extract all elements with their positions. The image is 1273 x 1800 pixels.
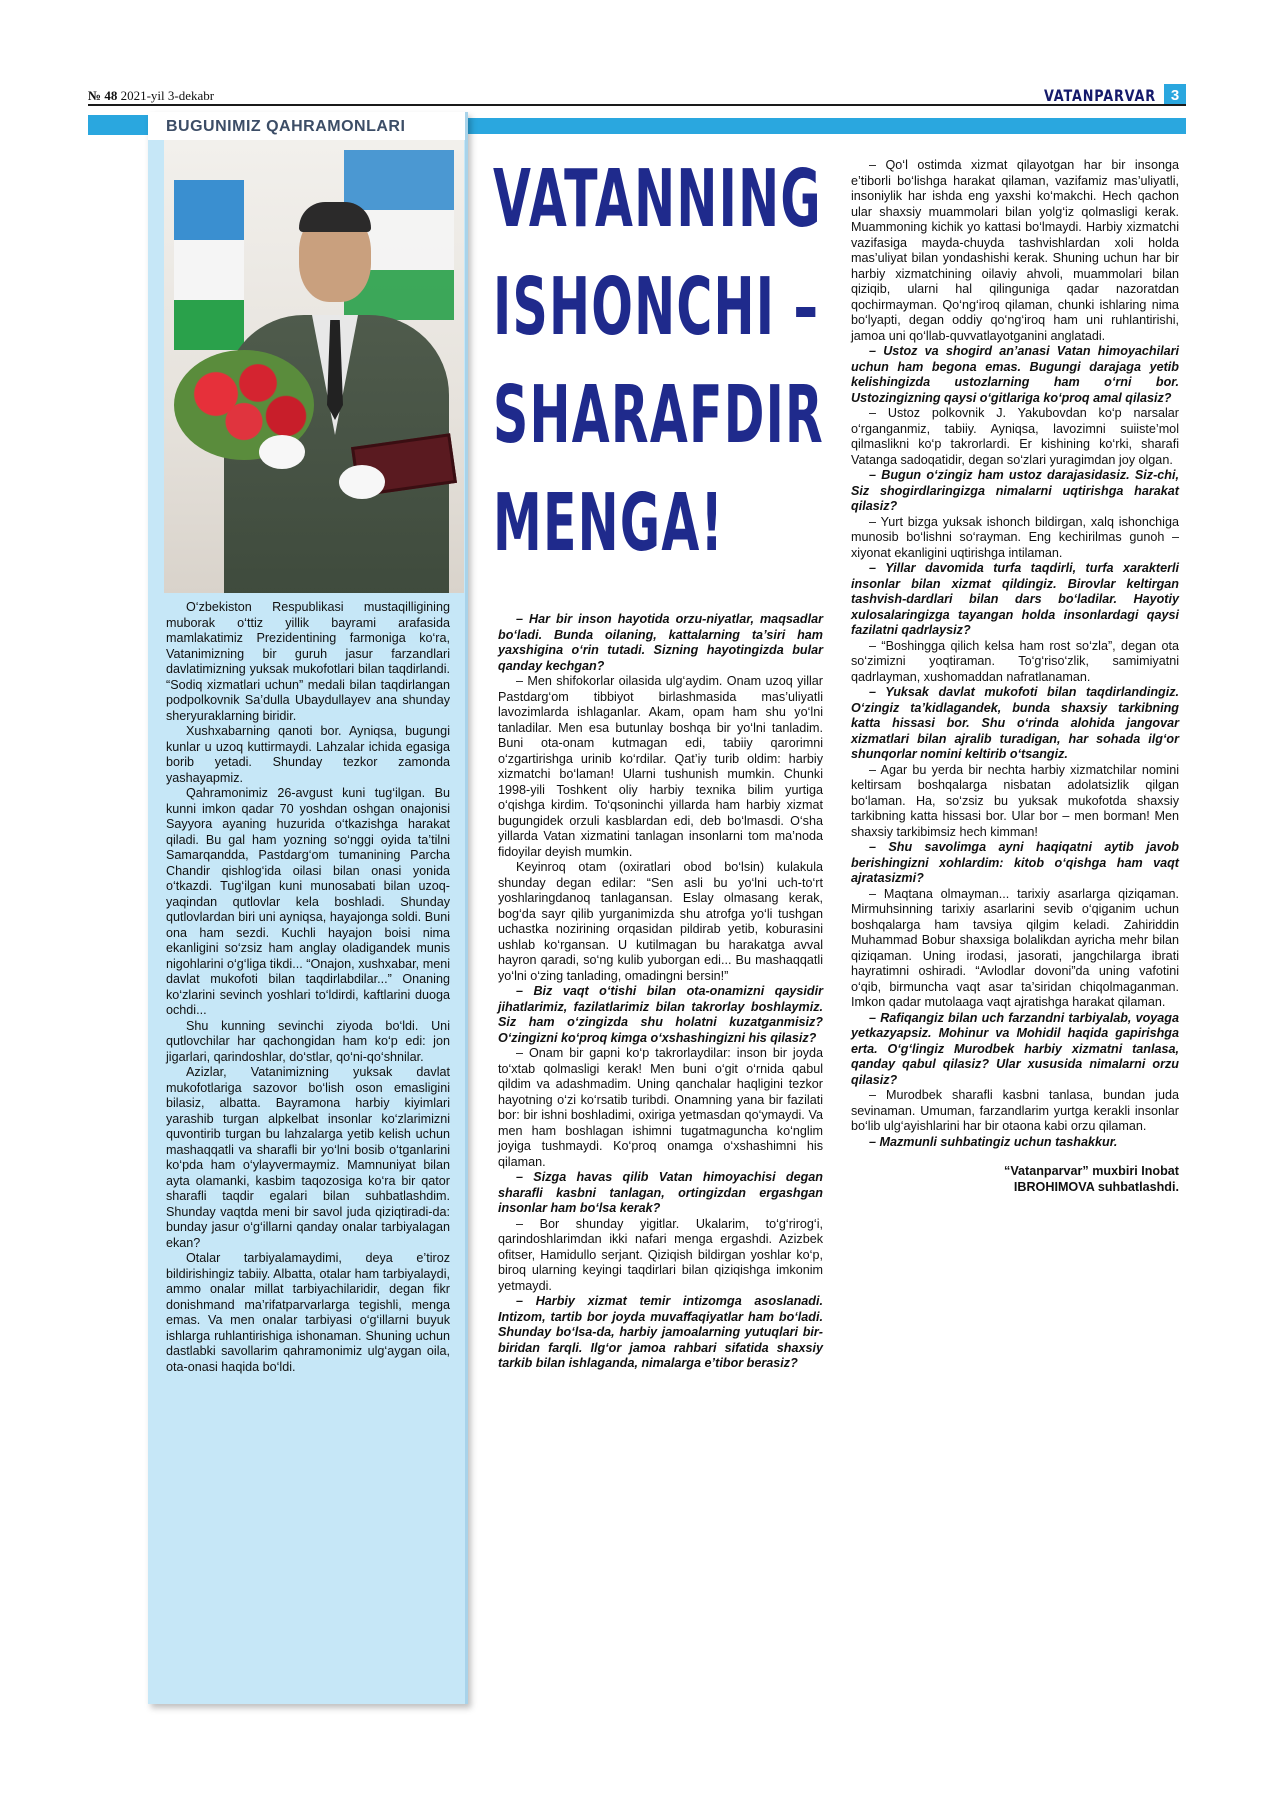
signature-line: IBROHIMOVA suhbatlashdi.	[1013, 1179, 1179, 1194]
sidebar-text	[166, 600, 450, 1375]
interview-answer: – Yurt bizga yuksak ishonch bildirgan, xalq ishonchiga munosib bo‘lishni so‘rayman. Eng kechirilmas gunoh – xiyonat ekanligini uqtirishga intilaman.	[851, 514, 1179, 560]
author-signature	[851, 1164, 1179, 1195]
interview-answer: – Onam bir gapni ko‘p takrorlaydilar: inson bir joyda to‘xtab qolmasligi kerak! Men buni o‘git o‘rnida qabul qildim va adashmadim. Uning qanchalar haqligini tezkor hayotning o‘zi ko‘rsatib turibdi. Onamning yana bir fazilati bor: bir ishni boshladimi, oxiriga yetmasdan qo‘ymaydi. Va men ham boshlagan ishimni tugatmaguncha ko‘nglim joyiga tushmaydi. Ko‘proq onamga o‘xshashimni his qilaman.	[498, 1046, 823, 1169]
interview-answer: – Ustoz polkovnik J. Yakubovdan ko‘p narsalar o‘rganganmiz, tabiiy. Ayniqsa, lavozimni suiiste’mol qilmaslikni ko‘p takrorlardi. Er kishining ko‘rki, sharafi Vatanga sadoqatidir, degan so‘zlari yuragimdan joy olgan.	[851, 406, 1179, 467]
issue-number: № 48	[88, 88, 118, 103]
glove-left	[259, 435, 305, 469]
interview-question: – Rafiqangiz bilan uch farzandni tarbiyalab, voyaga yetkazyapsiz. Mohinur va Mohidil haqida gapirishga erta. O‘g‘lingiz Murodbek harbiy xizmatni tanlasa, qanday qabul qilasiz? Ular xususida nimalarni orzu qilasiz?	[851, 1010, 1179, 1087]
sidebar-paragraph: Azizlar, Vatanimizning yuksak davlat mukofotlariga sazovor bo‘lish oson emasligini bilasiz, albatta. Bayramona harbiy kiyimlari yarashib turgan alpkelbat insonlar ko‘zlarimizni quvontirib turgan bu lahzalarga yetib kelish uchun mashaqqatli va sharafli bir yo‘lni bosib o‘tganlarini ko‘pda ham o‘ylayvermaymiz. Mamnuniyat bilan ayta olamanki, kasbim taqozosiga ko‘ra bir qator sharafli taqdir egalari bilan suhbatlashdim. Shunday vaqtda meni bir savol juda qiziqtiradi-da: bunday jasur o‘g‘illarni qanday onalar tarbiyalagan ekan?	[166, 1065, 450, 1250]
masthead	[1016, 84, 1186, 106]
interview-answer: – Maqtana olmayman... tarixiy asarlarga qiziqaman. Mirmuhsinning tarixiy asarlarini sevib o‘qiganim uchun boshqalarga ham tavsiya qilgim keladi. Zahiriddin Muhammad Bobur shaxsiga bolalikdan ayricha mehr bilan qiziqaman. Uning irodasi, jasorati, jangchilarga ibrati hayratimni oshiradi. “Avlodlar dovoni”da uning vafotini o‘qib, birmuncha vaqt asar ta’siridan chiqolmaganman. Imkon qadar mutolaaga vaqt ajratishga harakat qilaman.	[851, 886, 1179, 1009]
accent-bar-left	[88, 115, 148, 135]
interview-question: – Biz vaqt o‘tishi bilan ota-onamizni qaysidir jihatlarimiz, fazilatlarimiz bilan takrorlay boshlaymiz. Siz ham o‘zingizda shu holatni kuzatganmisiz? O‘zingizni ko‘proq kimga o‘xshashingizni his qilasiz?	[498, 984, 823, 1045]
accent-bar-right	[468, 118, 1186, 134]
interview-question: – Bugun o‘zingiz ham ustoz darajasidasiz. Siz-chi, Siz shogirdlaringizga nimalarni uqtirishga harakat qilasiz?	[851, 468, 1179, 513]
issue-info	[88, 88, 214, 104]
headline-line: SHARAFDIR	[493, 369, 825, 461]
interview-question: – Mazmunli suhbatingiz uchun tashakkur.	[869, 1134, 1118, 1149]
glove-right	[339, 465, 385, 499]
sidebar-paragraph: O‘zbekiston Respublikasi mustaqilligining muborak o‘ttiz yillik bayrami arafasida mamlakatimiz Prezidentining farmoniga ko‘ra, Vatanimizning bir guruh jasur farzandlari davlatimizning yuksak mukofotlari bilan taqdirlandi. “Sodiq xizmatlari uchun” medali bilan taqdirlangan podpolkovnik Sa’dulla Ubaydullayev ana shunday sheryuraklarning biridir.	[166, 600, 450, 723]
interview-question: – Har bir inson hayotida orzu-niyatlar, maqsadlar bo‘ladi. Bunda oilaning, kattalarning ta’siri ham yaxshigina o‘rin tutadi. Sizning hayotingizda bular qanday kechgan?	[498, 612, 823, 673]
interview-answer: – Men shifokorlar oilasida ulg‘aydim. Onam uzoq yillar Pastdarg‘om tibbiyot birlashmasida mas’uliyatli lavozimlarda ishlaganlar. Akam, opam ham shu yo‘lni tanladilar. Men esa butunlay boshqa bir yo‘lni tanladim. Buni ota-onam kutmagan edi, tabiiy qarorimni o‘zgartirishga urinib ko‘rdilar. Qat’iy turib oldim: harbiy xizmatchi bo‘laman! Ularni tushunish mumkin. Chunki 1998-yili Toshkent oliy harbiy texnika bilim yurtiga o‘qishga kirdim. To‘qsoninchi yillarda ham harbiy xizmat bugungidek orzuli kasblardan edi, deb bo‘lmasdi. O‘sha yillarda Vatan xizmatini tanlagan insonlarni tom ma’noda fidoyilar deyish mumkin.	[498, 674, 823, 859]
interview-question: – Shu savolimga ayni haqiqatni aytib javob berishingizni xohlardim: kitob o‘qishga ham vaqt ajratasizmi?	[851, 840, 1179, 885]
interview-answer: – Agar bu yerda bir nechta harbiy xizmatchilar nomini keltirsam boshqalarga nisbatan adolatsizlik qilgan bo‘laman. Ha, so‘zsiz bu yuksak mukofotda shaxsiy tarkibning katta hissasi bor. Ular bor – men borman! Men shaxsiy tarkibimsiz hech kimman!	[851, 762, 1179, 839]
portrait-photo	[164, 140, 464, 593]
headline-line: VATANNING	[493, 153, 822, 245]
article-column-2	[498, 612, 823, 1372]
header-rule	[88, 104, 1186, 106]
flag-left	[174, 180, 244, 350]
sidebar-paragraph: Qahramonimiz 26-avgust kuni tug‘ilgan. Bu kunni imkon qadar 70 yoshdan oshgan onajonisi Sayyora ayaning huzurida o‘tkazishga harakat qiladi. Bu gal ham yozning so‘nggi oyida ta’tilni Samarqandda, Pastdarg‘om tumanining Parcha Chandir qishlog‘ida oilasi bilan onasi yonida o‘tkazdi. Tug‘ilgan kuni munosabati bilan uzoq-yaqindan qutlovlar kela boshladi. Shunday qutlovlardan biri uni ayniqsa, hayajonga soldi. Buni ona ham sezdi. Kuchli hayajon boisi nima ekanligini so‘zsiz ham anglay oladigandek munis nigohlarini o‘g‘liga tikdi... “Onajon, xushxabar, meni davlat mukofoti bilan taqdirlabdilar...” Onaning ko‘zlarini sevinch yoshlari to‘ldirdi, kaftlarini duoga ochdi...	[166, 786, 450, 1017]
interview-answer: – Qo‘l ostimda xizmat qilayotgan har bir insonga e’tiborli bo‘lishga harakat qilaman, vazifamiz mas’uliyatli, insoniylik har ishda eng yaxshi ko‘makchi. Hech qachon ular shaxsiy muammolari bilan yolg‘iz qolmasligi kerak. Muammoning kichik yo kattasi bo‘lmaydi. Harbiy xizmatchi vazifasiga mayda-chuyda tashvishlardan xoli holda mas’uliyat bilan yondashishi kerak. Shuning uchun har bir harbiy xizmatchining oilaviy ahvoli, muammolari bilan qiziqib, ularni hal qilinguniga qadar nazoratdan qochirmayman. Qo‘ng‘iroq qilaman, chunki ishlaring nima bo‘lyapti, degan oddiy qo‘ng‘iroq ham uni ruhlantirishi, jamoa uni qo‘llab-quvvatlayotganini anglatadi.	[851, 158, 1179, 343]
brand-logo: VATANPARVAR	[1044, 85, 1156, 105]
article-column-3	[851, 158, 1179, 1195]
page-number: 3	[1164, 84, 1186, 106]
interview-question: – Yillar davomida turfa taqdirli, turfa xarakterli insonlar bilan xizmat qildingiz. Birovlar keltirgan tashvish-dardlari bilan dars bo‘ladilar. Hayotiy xulosalaringizga tayangan holda insonlardagi qaysi fazilatni qadrlaysiz?	[851, 561, 1179, 637]
issue-date: 2021-yil 3-dekabr	[120, 88, 215, 103]
headline-line: MENGA!	[493, 477, 725, 569]
interview-answer: – Bor shunday yigitlar. Ukalarim, to‘g‘rirog‘i, qarindoshlarimdan ikki nafari menga ergashdi. Azizbek ofitser, Hamidullo serjant. Qiziqish bildirgan yoshlar ko‘p, biroq ularning keyingi taqdirlari bilan qiziqishga imkonim yetmaydi.	[498, 1216, 823, 1293]
interview-answer: Keyinroq otam (oxiratlari obod bo‘lsin) kulakula shunday degan edilar: “Sen asli bu yo‘lni uch-to‘rt yoshlaringdanoq tanlagansan. Eslay olmasang kerak, bog‘da sayr qilib yurganimizda shu atrofga yo‘li tushgan uchastka nozirining orqasidan pildirab yetib, koburasini ushlab ko‘rgansan. U kutilmagan bu harakatga avval hayron qaradi, so‘ng kulib yuborgan edi... Bu mashaqqatli yo‘lni o‘zing tanlading, omadingni bersin!”	[498, 860, 823, 983]
interview-question: – Harbiy xizmat temir intizomga asoslanadi. Intizom, tartib bor joyda muvaffaqiyatlar ham bo‘ladi. Shunday bo‘lsa-da, harbiy jamoalarning yutuqlari bir-biridan farqli. Ilg‘or jamoa rahbari sifatida shaxsiy tarkib bilan ishlaganda, nimalarga e’tibor berasiz?	[498, 1294, 823, 1370]
sidebar-paragraph: Shu kunning sevinchi ziyoda bo‘ldi. Uni qutlovchilar har qachongidan ham ko‘p edi: jon jigarlari, qarindoshlar, do‘stlar, qo‘ni-qo‘shnilar.	[166, 1018, 450, 1064]
interview-question: – Yuksak davlat mukofoti bilan taqdirlandingiz. O‘zingiz ta’kidlagandek, bunda shaxsiy tarkibning katta hissasi bor. Shu o‘rinda alohida jangovar xizmatlari bilan ajralib turadigan, har sohada ilg‘or shunqorlar nomini keltirib o‘tsangiz.	[851, 685, 1179, 761]
article-headline	[493, 145, 825, 577]
interview-question: – Sizga havas qilib Vatan himoyachisi degan sharafli kasbni tanlagan, ortingizdan ergashgan insonlar ham bo‘lsa kerak?	[498, 1170, 823, 1215]
signature-line: “Vatanparvar” muxbiri Inobat	[1004, 1164, 1179, 1178]
interview-answer: – “Boshingga qilich kelsa ham rost so‘zla”, degan ota so‘zimizni yoqtiraman. To‘g‘riso‘zlik, samimiyatni qadrlayman, xushomaddan nafratlanaman.	[851, 638, 1179, 684]
sidebar-paragraph: Otalar tarbiyalamaydimi, deya e’tiroz bildirishingiz tabiiy. Albatta, otalar ham tarbiyalaydi, ammo onalar millat tarbiyachilaridir, degan fikr donishmand ma’rifatparvarlarga tegishli, menga emas. Va men onalar tarbiyasi o‘g‘illarni buyuk ishlarga ruhlantirishiga ishonaman. Shuning uchun dastlabki savollarim qahramonimiz ulg‘aygan oila, ota-onasi haqida bo‘ldi.	[166, 1251, 450, 1374]
sidebar-paragraph: Xushxabarning qanoti bor. Ayniqsa, bugungi kunlar u uzoq kuttirmaydi. Lahzalar ichida egasiga borib yetadi. Shunday tezkor zamonda yashayapmiz.	[166, 724, 450, 785]
rubric-title: BUGUNIMIZ QAHRAMONLARI	[148, 112, 465, 140]
interview-question: – Ustoz va shogird an’anasi Vatan himoyachilari uchun ham begona emas. Bugungi darajaga yetib kelishingizda ustozlarning ham o‘rni bor. Ustozingizning qaysi o‘gitlariga ko‘proq amal qilasiz?	[851, 344, 1179, 405]
interview-answer: – Murodbek sharafli kasbni tanlasa, bundan juda sevinaman. Umuman, farzandlarim yurtga kerakli insonlar bo‘lib ulg‘ayishlarini har bir otaona kabi orzu qilaman.	[851, 1088, 1179, 1133]
headline-line: ISHONCHI –	[493, 261, 820, 353]
